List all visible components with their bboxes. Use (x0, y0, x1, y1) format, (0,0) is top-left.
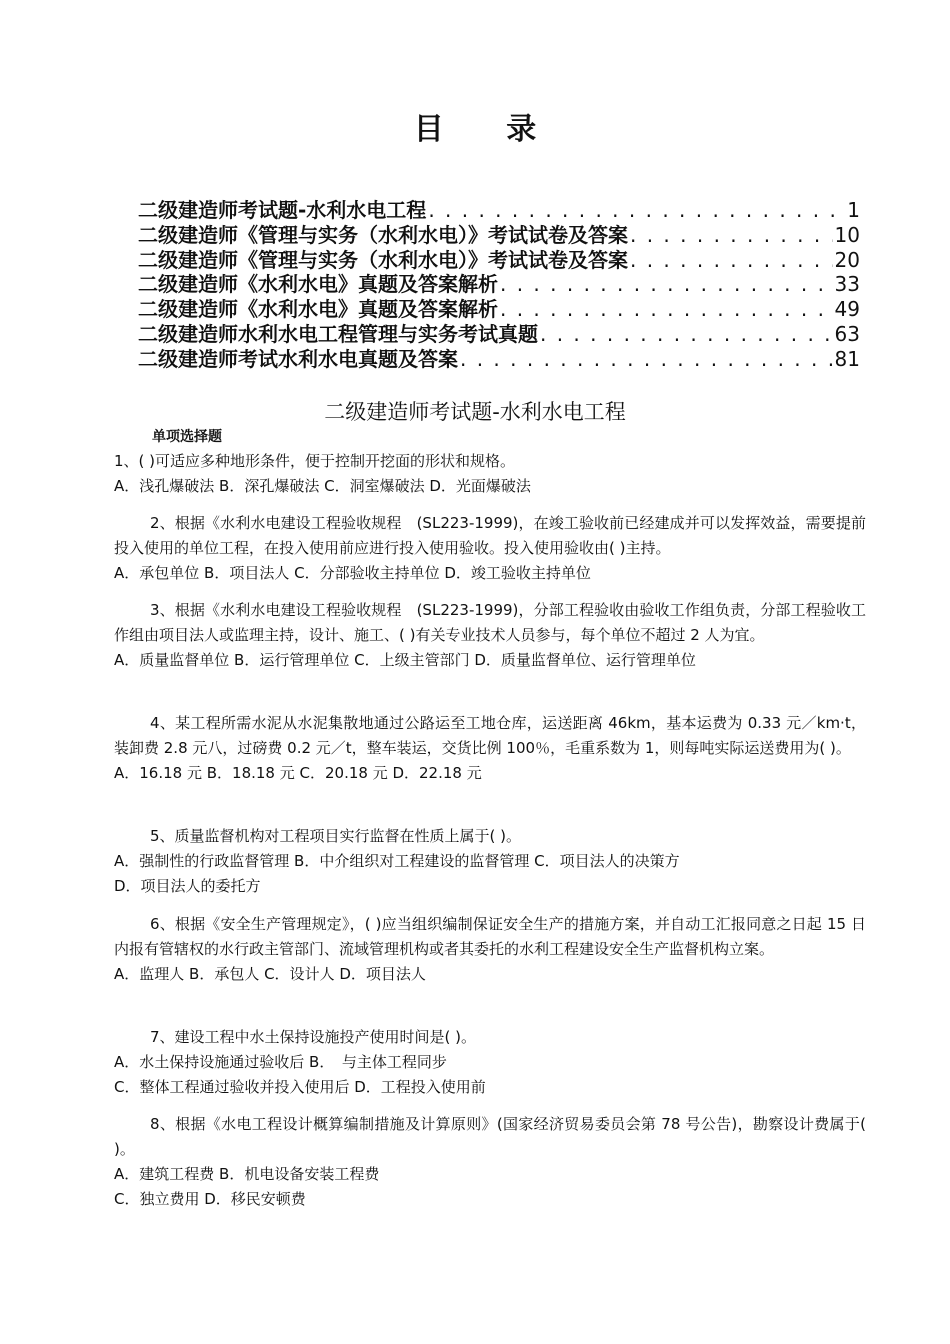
question-stem: 8、根据《水电工程设计概算编制措施及计算原则》(国家经济贸易委员会第 78 号公告)，勘察设计费属于( )。 (114, 1115, 866, 1158)
toc-entry[interactable] (138, 297, 860, 322)
toc-entry-label: 二级建造师《管理与实务（水利水电）》考试试卷及答案 (138, 222, 628, 247)
toc-entry-page: 10 (834, 222, 860, 247)
question-item (114, 511, 866, 586)
toc-entry[interactable] (138, 322, 860, 347)
toc-title: 目 录 (413, 112, 563, 147)
question-item (114, 598, 866, 673)
toc-entry-label: 二级建造师考试题-水利水电工程 (138, 198, 427, 222)
toc-entry[interactable] (138, 198, 860, 223)
question-options: C．独立费用 D．移民安顿费 (114, 1190, 306, 1208)
toc-leader-dots (540, 322, 833, 347)
question-stem: 1、( )可适应多种地形条件，便于控制开挖面的形状和规格。 (114, 452, 516, 470)
question-options: A．水土保持设施通过验收后 B． 与主体工程同步 (114, 1053, 447, 1071)
question-options: A．质量监督单位 B．运行管理单位 C．上级主管部门 D．质量监督单位、运行管理单位 (114, 651, 696, 669)
toc-entry-page: 63 (834, 321, 860, 346)
toc-entry-page: 1 (847, 198, 860, 222)
toc-entry-page: 81 (834, 346, 860, 371)
toc-leader-dots (428, 198, 845, 223)
toc-leader-dots (500, 272, 833, 297)
question-stem: 2、根据《水利水电建设工程验收规程 (SL223-1999)，在竣工验收前已经建成并可以发挥效益，需要提前投入使用的单位工程，在投入使用前应进行投入使用验收。投入使用验收由( )主持。 (114, 514, 866, 557)
question-stem: 3、根据《水利水电建设工程验收规程 (SL223-1999)，分部工程验收由验收工作组负责，分部工程验收工作组由项目法人或监理主持，设计、施工、( )有关专业技术人员参与，每个单位不超过 2 人为宜。 (114, 601, 866, 644)
table-of-contents (138, 198, 860, 372)
toc-leader-dots (460, 347, 833, 372)
toc-entry-label: 二级建造师《水利水电》真题及答案解析 (138, 272, 498, 297)
question-item (114, 711, 866, 786)
section-title: 二级建造师考试题-水利水电工程 (324, 400, 626, 424)
toc-leader-dots (500, 297, 833, 322)
question-stem: 4、某工程所需水泥从水泥集散地通过公路运至工地仓库，运送距离 46km，基本运费为 0.33 元／km·t，装卸费 2.8 元八，过磅费 0.2 元／t，整车装运，交货比例 100％，毛重系数为 1，则每吨实际运送费用为( )。 (114, 714, 866, 757)
question-options: A．16.18 元 B．18.18 元 C．20.18 元 D．22.18 元 (114, 764, 482, 782)
toc-entry[interactable] (138, 223, 860, 248)
question-options: D．项目法人的委托方 (114, 877, 261, 895)
question-item (114, 1025, 866, 1100)
toc-entry-label: 二级建造师《水利水电》真题及答案解析 (138, 297, 498, 322)
toc-entry-label: 二级建造师考试水利水电真题及答案 (138, 346, 458, 371)
toc-entry-label: 二级建造师《管理与实务（水利水电）》考试试卷及答案 (138, 247, 628, 272)
toc-leader-dots (630, 248, 833, 273)
question-options: A．承包单位 B．项目法人 C．分部验收主持单位 D．竣工验收主持单位 (114, 564, 591, 582)
question-options: A．强制性的行政监督管理 B．中介组织对工程建设的监督管理 C．项目法人的决策方 (114, 852, 680, 870)
question-item (114, 912, 866, 987)
toc-entry[interactable] (138, 272, 860, 297)
toc-leader-dots (630, 223, 833, 248)
question-item (114, 449, 866, 499)
question-options: A．监理人 B．承包人 C．设计人 D．项目法人 (114, 965, 426, 983)
question-stem: 7、建设工程中水土保持设施投产使用时间是( )。 (150, 1028, 477, 1046)
toc-entry-page: 49 (834, 297, 860, 322)
question-item (114, 1112, 866, 1212)
toc-entry-page: 33 (834, 272, 860, 297)
question-type-heading: 单项选择题 (152, 429, 222, 445)
question-item (114, 824, 866, 899)
question-options: A．浅孔爆破法 B．深孔爆破法 C．洞室爆破法 D．光面爆破法 (114, 477, 531, 495)
toc-entry[interactable] (138, 347, 860, 372)
question-stem: 5、质量监督机构对工程项目实行监督在性质上属于( )。 (150, 827, 522, 845)
question-options: C．整体工程通过验收并投入使用后 D．工程投入使用前 (114, 1078, 486, 1096)
toc-entry-label: 二级建造师水利水电工程管理与实务考试真题 (138, 321, 538, 346)
question-options: A．建筑工程费 B．机电设备安装工程费 (114, 1165, 380, 1183)
question-stem: 6、根据《安全生产管理规定》，( )应当组织编制保证安全生产的措施方案，并自动工汇报同意之日起 15 日内报有管辖权的水行政主管部门、流域管理机构或者其委托的水利工程建设安全生产监督机构立案。 (114, 915, 866, 958)
toc-entry[interactable] (138, 248, 860, 273)
toc-entry-page: 20 (834, 247, 860, 272)
